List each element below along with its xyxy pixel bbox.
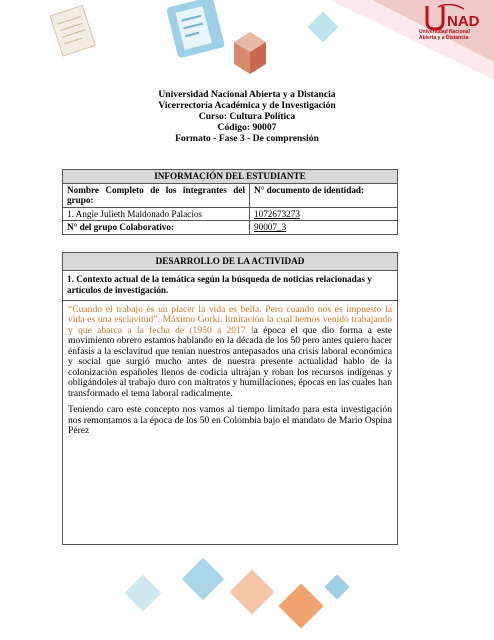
group-label: N° del grupo Colaborativo: [63, 221, 250, 235]
student-table-title: INFORMACIÓN DEL ESTUDIANTE [63, 170, 398, 184]
format-title: Formato - Fase 3 - De comprensión [175, 133, 319, 144]
course-code: Código: 90007 [217, 122, 277, 133]
university-name: Universidad Nacional Abierta y a Distancia [158, 89, 336, 100]
course-name: Curso: Cultura Política [198, 111, 296, 122]
svg-text:NAD: NAD [447, 13, 480, 30]
member-name: 1. Angie Julieth Maldonado Palacios [63, 207, 250, 221]
activity-title: DESARROLLO DE LA ACTIVIDAD [63, 253, 398, 271]
activity-content [63, 300, 398, 544]
section-heading: 1. Contexto actual de la temática según la búsqueda de noticias relacionadas y artículos de investigación. [63, 270, 398, 300]
orange-diamond [278, 583, 323, 628]
quote-text: “Cuando el trabajo es un placer la vida es bella. Pero cuando nos es impuesto la vida es una esclavitud”. Máximo Gorki. limitación la cual hemos venido trabajando y que abarca a la fecha de (1950 a 2017 l [68, 303, 392, 336]
group-value: 90007_3 [250, 221, 398, 235]
vice-rectory: Vicerrectoría Académica y de Investigación [158, 100, 336, 111]
paragraph-1 [68, 305, 392, 400]
logo-caption [419, 29, 489, 41]
student-info-table [62, 169, 398, 235]
small-blue-diamond [324, 574, 349, 599]
peach-diamond [229, 569, 274, 614]
blue-diamond [182, 558, 224, 600]
header-decoration [0, 0, 494, 90]
id-header: N° documento de identidad: [250, 183, 398, 207]
footer-decoration [0, 530, 494, 640]
document-header [0, 89, 494, 144]
paragraph-2: Teniendo caro este concepto nos vamos al tiempo limitado para esta investigación nos remontamos a la época de los 50 en Colombia bajo el mandato de Mario Ospina Pérez [68, 404, 392, 436]
clipboard-icon [166, 0, 225, 58]
logo-line-1: Universidad Nacional [419, 29, 470, 35]
member-id: 1072673273 [250, 207, 398, 221]
paragraph-1-rest: a época el que dio forma a este movimiento obrero estamos hablando en la década de los 50 pero antes quiero hacer énfasis a la esclavitud que tenían nuestros antepasados una crisis laboral económica y social que surgió mucho antes de nuestra presente actualidad hablo de la colonización españoles llenos de codicia ultrajan y roban los recursos indígenas y obligándoles al trabajo duro con maltratos y humillaciones, épocas en las cuales han transformado el tema laboral radicalmente. [68, 324, 393, 399]
members-header: Nombre Completo de los integrantes del grupo: [63, 183, 250, 207]
unad-logo [424, 4, 488, 32]
logo-line-2: Abierta y a Distancia [419, 35, 469, 41]
activity-table [62, 252, 398, 545]
cube-icon [234, 32, 266, 74]
notepad-icon [50, 5, 95, 55]
light-blue-diamond [125, 575, 162, 612]
diamond-shape [307, 11, 338, 42]
